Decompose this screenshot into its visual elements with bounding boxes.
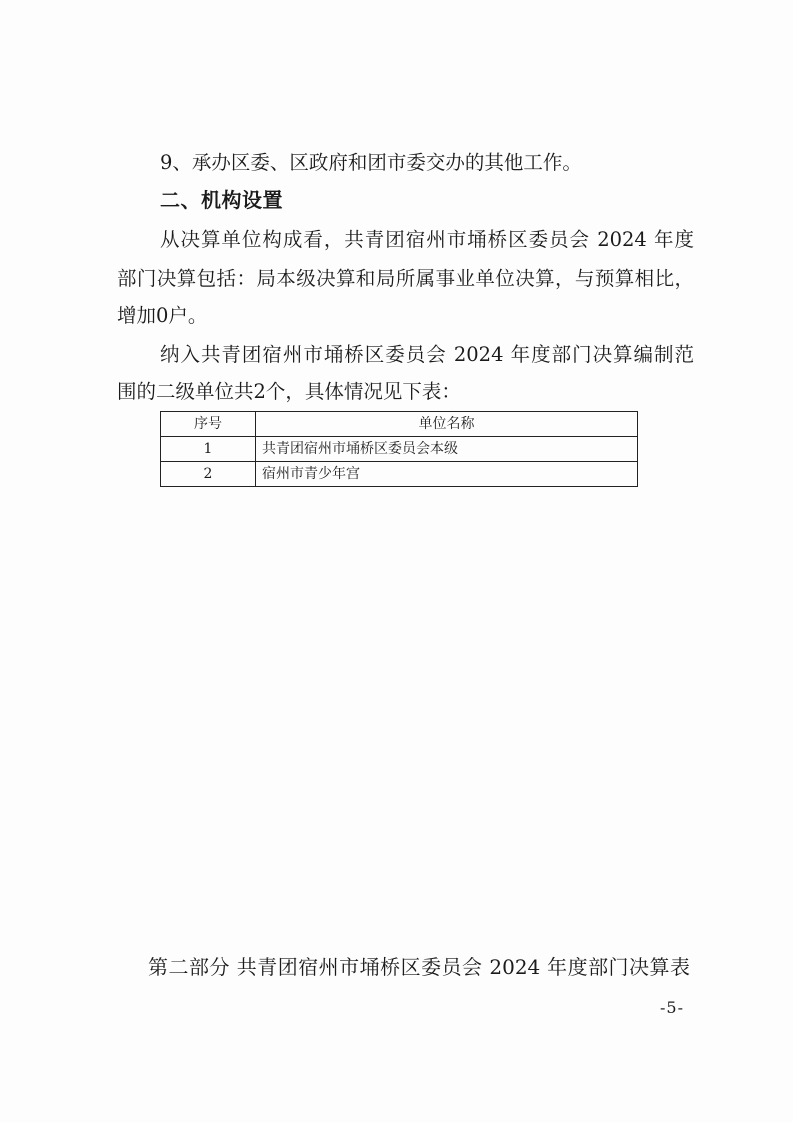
table-header-row xyxy=(161,412,638,437)
header-index: 序号 xyxy=(161,412,256,437)
unit-table xyxy=(160,411,638,487)
row-unit-name: 共青团宿州市埇桥区委员会本级 xyxy=(256,437,638,462)
row-index: 2 xyxy=(161,462,256,487)
paragraph-line: 从决算单位构成看，共青团宿州市埇桥区委员会 2024 年度 xyxy=(160,228,694,251)
section-heading: 二、机构设置 xyxy=(160,188,283,212)
paragraph-line: 围的二级单位共2个，具体情况见下表： xyxy=(117,380,461,403)
table-row xyxy=(161,437,638,462)
row-index: 1 xyxy=(161,437,256,462)
part-two-title: 第二部分 共青团宿州市埇桥区委员会 2024 年度部门决算表 xyxy=(148,955,690,979)
paragraph-line: 纳入共青团宿州市埇桥区委员会 2024 年度部门决算编制范 xyxy=(160,343,694,366)
paragraph-line: 部门决算包括：局本级决算和局所属事业单位决算，与预算相比， xyxy=(117,267,694,290)
page-number: -5- xyxy=(660,998,684,1017)
table-row xyxy=(161,462,638,487)
row-unit-name: 宿州市青少年宫 xyxy=(256,462,638,487)
paragraph-line: 增加0户。 xyxy=(117,304,208,327)
duty-item-9: 9、承办区委、区政府和团市委交办的其他工作。 xyxy=(160,151,582,174)
header-unit-name: 单位名称 xyxy=(256,412,638,437)
